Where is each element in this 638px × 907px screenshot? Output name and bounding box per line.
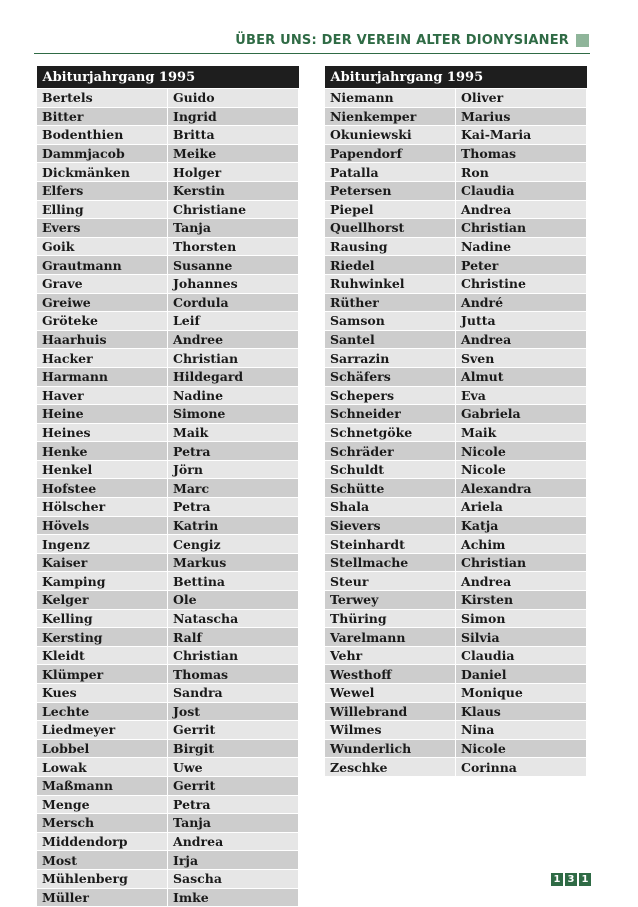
page-number-digit: 3 <box>565 873 577 886</box>
firstname-cell: Bettina <box>168 572 299 591</box>
firstname-cell: Daniel <box>456 665 587 684</box>
firstname-cell: Christian <box>168 646 299 665</box>
table-row <box>37 832 299 851</box>
table-row <box>37 405 299 424</box>
table-row <box>37 739 299 758</box>
firstname-cell: Achim <box>456 535 587 554</box>
surname-cell: Menge <box>37 795 168 814</box>
table-row <box>325 89 587 108</box>
surname-cell: Liedmeyer <box>37 721 168 740</box>
firstname-cell: Maik <box>456 423 587 442</box>
firstname-cell: Andrea <box>456 200 587 219</box>
firstname-cell: Ole <box>168 591 299 610</box>
firstname-cell: Christiane <box>168 200 299 219</box>
header-divider <box>34 53 590 54</box>
table-row <box>37 516 299 535</box>
table-row <box>37 479 299 498</box>
surname-cell: Heines <box>37 423 168 442</box>
firstname-cell: Thorsten <box>168 237 299 256</box>
firstname-cell: Katja <box>456 516 587 535</box>
table-row <box>325 516 587 535</box>
table-row <box>37 795 299 814</box>
table-row <box>325 274 587 293</box>
surname-cell: Kaiser <box>37 553 168 572</box>
surname-cell: Hölscher <box>37 498 168 517</box>
firstname-cell: Ralf <box>168 628 299 647</box>
table-row <box>325 442 587 461</box>
firstname-cell: Ariela <box>456 498 587 517</box>
firstname-cell: Sascha <box>168 869 299 888</box>
table-row <box>325 721 587 740</box>
surname-cell: Varelmann <box>325 628 456 647</box>
firstname-cell: Jutta <box>456 312 587 331</box>
table-row <box>37 256 299 275</box>
surname-cell: Gröteke <box>37 312 168 331</box>
table-header-row <box>325 66 587 89</box>
firstname-cell: Kerstin <box>168 181 299 200</box>
firstname-cell: Peter <box>456 256 587 275</box>
surname-cell: Terwey <box>325 591 456 610</box>
table-row <box>37 89 299 108</box>
firstname-cell: Natascha <box>168 609 299 628</box>
firstname-cell: Sven <box>456 349 587 368</box>
surname-cell: Henke <box>37 442 168 461</box>
surname-cell: Maßmann <box>37 776 168 795</box>
name-table-right <box>324 66 587 777</box>
table-row <box>325 684 587 703</box>
firstname-cell: Maik <box>168 423 299 442</box>
surname-cell: Elfers <box>37 181 168 200</box>
table-row <box>37 107 299 126</box>
firstname-cell: Petra <box>168 795 299 814</box>
table-row <box>325 219 587 238</box>
table-row <box>37 126 299 145</box>
table-row <box>37 498 299 517</box>
surname-cell: Rausing <box>325 237 456 256</box>
firstname-cell: Thomas <box>456 144 587 163</box>
table-row <box>325 758 587 777</box>
surname-cell: Grautmann <box>37 256 168 275</box>
firstname-cell: Petra <box>168 442 299 461</box>
firstname-cell: Simone <box>168 405 299 424</box>
firstname-cell: Ron <box>456 163 587 182</box>
table-row <box>325 349 587 368</box>
firstname-cell: Klaus <box>456 702 587 721</box>
surname-cell: Steinhardt <box>325 535 456 554</box>
surname-cell: Haver <box>37 386 168 405</box>
firstname-cell: Claudia <box>456 646 587 665</box>
surname-cell: Okuniewski <box>325 126 456 145</box>
firstname-cell: Kai-Maria <box>456 126 587 145</box>
surname-cell: Harmann <box>37 367 168 386</box>
table-row <box>37 572 299 591</box>
firstname-cell: Gerrit <box>168 776 299 795</box>
surname-cell: Ruhwinkel <box>325 274 456 293</box>
firstname-cell: Corinna <box>456 758 587 777</box>
firstname-cell: Christine <box>456 274 587 293</box>
firstname-cell: Marc <box>168 479 299 498</box>
firstname-cell: Gerrit <box>168 721 299 740</box>
table-row <box>325 200 587 219</box>
firstname-cell: Claudia <box>456 181 587 200</box>
surname-cell: Patalla <box>325 163 456 182</box>
firstname-cell: Oliver <box>456 89 587 108</box>
surname-cell: Mühlenberg <box>37 869 168 888</box>
table-row <box>325 572 587 591</box>
table-row <box>325 107 587 126</box>
surname-cell: Riedel <box>325 256 456 275</box>
firstname-cell: Eva <box>456 386 587 405</box>
firstname-cell: Britta <box>168 126 299 145</box>
firstname-cell: André <box>456 293 587 312</box>
firstname-cell: Nadine <box>456 237 587 256</box>
surname-cell: Thüring <box>325 609 456 628</box>
table-row <box>37 591 299 610</box>
surname-cell: Middendorp <box>37 832 168 851</box>
surname-cell: Heine <box>37 405 168 424</box>
surname-cell: Wunderlich <box>325 739 456 758</box>
table-title: Abiturjahrgang 1995 <box>37 66 299 89</box>
table-row <box>37 386 299 405</box>
surname-cell: Hövels <box>37 516 168 535</box>
surname-cell: Haarhuis <box>37 330 168 349</box>
surname-cell: Papendorf <box>325 144 456 163</box>
surname-cell: Stellmache <box>325 553 456 572</box>
firstname-cell: Irja <box>168 851 299 870</box>
table-row <box>37 646 299 665</box>
firstname-cell: Cengiz <box>168 535 299 554</box>
surname-cell: Ingenz <box>37 535 168 554</box>
surname-cell: Wewel <box>325 684 456 703</box>
table-row <box>325 739 587 758</box>
firstname-cell: Jörn <box>168 460 299 479</box>
surname-cell: Wilmes <box>325 721 456 740</box>
table-row <box>325 423 587 442</box>
table-row <box>37 460 299 479</box>
firstname-cell: Andrea <box>456 572 587 591</box>
page-header <box>0 30 589 50</box>
firstname-cell: Almut <box>456 367 587 386</box>
firstname-cell: Andrea <box>168 832 299 851</box>
surname-cell: Hacker <box>37 349 168 368</box>
firstname-cell: Jost <box>168 702 299 721</box>
table-row <box>37 609 299 628</box>
table-row <box>325 702 587 721</box>
table-row <box>37 758 299 777</box>
table-row <box>37 293 299 312</box>
firstname-cell: Nicole <box>456 460 587 479</box>
surname-cell: Hofstee <box>37 479 168 498</box>
table-row <box>37 312 299 331</box>
page-title: ÜBER UNS: DER VEREIN ALTER DIONYSIANER <box>235 32 569 48</box>
table-row <box>325 237 587 256</box>
page-number-digit: 1 <box>579 873 591 886</box>
table-row <box>325 646 587 665</box>
table-row <box>325 628 587 647</box>
table-row <box>37 684 299 703</box>
firstname-cell: Christian <box>456 553 587 572</box>
surname-cell: Bodenthien <box>37 126 168 145</box>
firstname-cell: Thomas <box>168 665 299 684</box>
table-row <box>37 274 299 293</box>
surname-cell: Santel <box>325 330 456 349</box>
surname-cell: Nienkemper <box>325 107 456 126</box>
firstname-cell: Nina <box>456 721 587 740</box>
surname-cell: Henkel <box>37 460 168 479</box>
firstname-cell: Kirsten <box>456 591 587 610</box>
firstname-cell: Alexandra <box>456 479 587 498</box>
table-row <box>325 535 587 554</box>
surname-cell: Most <box>37 851 168 870</box>
firstname-cell: Holger <box>168 163 299 182</box>
table-body <box>37 89 299 907</box>
firstname-cell: Monique <box>456 684 587 703</box>
surname-cell: Klümper <box>37 665 168 684</box>
surname-cell: Elling <box>37 200 168 219</box>
table-row <box>325 460 587 479</box>
surname-cell: Kues <box>37 684 168 703</box>
header-square-marker <box>576 34 589 47</box>
firstname-cell: Guido <box>168 89 299 108</box>
table-row <box>325 498 587 517</box>
firstname-cell: Sandra <box>168 684 299 703</box>
table-row <box>325 256 587 275</box>
table-row <box>37 702 299 721</box>
surname-cell: Schräder <box>325 442 456 461</box>
surname-cell: Goik <box>37 237 168 256</box>
surname-cell: Lechte <box>37 702 168 721</box>
table-row <box>37 442 299 461</box>
table-title: Abiturjahrgang 1995 <box>325 66 587 89</box>
table-row <box>37 776 299 795</box>
surname-cell: Dickmänken <box>37 163 168 182</box>
firstname-cell: Marius <box>456 107 587 126</box>
table-row <box>37 181 299 200</box>
table-row <box>37 851 299 870</box>
surname-cell: Vehr <box>325 646 456 665</box>
table-row <box>37 553 299 572</box>
table-row <box>325 609 587 628</box>
surname-cell: Evers <box>37 219 168 238</box>
table-row <box>37 163 299 182</box>
table-row <box>325 126 587 145</box>
table-row <box>325 330 587 349</box>
table-row <box>325 479 587 498</box>
surname-cell: Schnetgöke <box>325 423 456 442</box>
name-table-left <box>36 66 299 907</box>
surname-cell: Grave <box>37 274 168 293</box>
surname-cell: Steur <box>325 572 456 591</box>
table-row <box>325 553 587 572</box>
surname-cell: Zeschke <box>325 758 456 777</box>
firstname-cell: Tanja <box>168 814 299 833</box>
surname-cell: Dammjacob <box>37 144 168 163</box>
table-row <box>325 665 587 684</box>
table-row <box>325 591 587 610</box>
surname-cell: Greiwe <box>37 293 168 312</box>
firstname-cell: Birgit <box>168 739 299 758</box>
surname-cell: Quellhorst <box>325 219 456 238</box>
firstname-cell: Cordula <box>168 293 299 312</box>
surname-cell: Kelling <box>37 609 168 628</box>
page-number-digit: 1 <box>551 873 563 886</box>
surname-cell: Lowak <box>37 758 168 777</box>
table-row <box>325 293 587 312</box>
table-row <box>37 535 299 554</box>
surname-cell: Kamping <box>37 572 168 591</box>
firstname-cell: Nadine <box>168 386 299 405</box>
firstname-cell: Hildegard <box>168 367 299 386</box>
surname-cell: Samson <box>325 312 456 331</box>
surname-cell: Schepers <box>325 386 456 405</box>
firstname-cell: Susanne <box>168 256 299 275</box>
surname-cell: Piepel <box>325 200 456 219</box>
firstname-cell: Andrea <box>456 330 587 349</box>
firstname-cell: Silvia <box>456 628 587 647</box>
surname-cell: Schuldt <box>325 460 456 479</box>
firstname-cell: Imke <box>168 888 299 907</box>
table-header-row <box>37 66 299 89</box>
surname-cell: Bertels <box>37 89 168 108</box>
surname-cell: Sievers <box>325 516 456 535</box>
firstname-cell: Katrin <box>168 516 299 535</box>
firstname-cell: Christian <box>168 349 299 368</box>
surname-cell: Sarrazin <box>325 349 456 368</box>
table-row <box>37 888 299 907</box>
surname-cell: Kelger <box>37 591 168 610</box>
firstname-cell: Tanja <box>168 219 299 238</box>
table-row <box>325 181 587 200</box>
surname-cell: Kleidt <box>37 646 168 665</box>
firstname-cell: Uwe <box>168 758 299 777</box>
table-row <box>325 386 587 405</box>
firstname-cell: Petra <box>168 498 299 517</box>
firstname-cell: Gabriela <box>456 405 587 424</box>
table-row <box>325 144 587 163</box>
surname-cell: Niemann <box>325 89 456 108</box>
table-row <box>37 721 299 740</box>
table-row <box>37 237 299 256</box>
surname-cell: Schäfers <box>325 367 456 386</box>
page-number <box>551 873 591 886</box>
table-row <box>37 349 299 368</box>
firstname-cell: Christian <box>456 219 587 238</box>
firstname-cell: Leif <box>168 312 299 331</box>
firstname-cell: Andree <box>168 330 299 349</box>
table-row <box>37 144 299 163</box>
surname-cell: Westhoff <box>325 665 456 684</box>
surname-cell: Lobbel <box>37 739 168 758</box>
table-row <box>325 312 587 331</box>
table-row <box>325 367 587 386</box>
table-row <box>37 628 299 647</box>
table-row <box>37 367 299 386</box>
table-row <box>37 665 299 684</box>
surname-cell: Shala <box>325 498 456 517</box>
table-row <box>37 423 299 442</box>
surname-cell: Schütte <box>325 479 456 498</box>
surname-cell: Kersting <box>37 628 168 647</box>
firstname-cell: Nicole <box>456 739 587 758</box>
table-row <box>325 405 587 424</box>
table-row <box>37 330 299 349</box>
table-row <box>37 219 299 238</box>
surname-cell: Mersch <box>37 814 168 833</box>
surname-cell: Schneider <box>325 405 456 424</box>
table-row <box>37 814 299 833</box>
firstname-cell: Ingrid <box>168 107 299 126</box>
firstname-cell: Meike <box>168 144 299 163</box>
surname-cell: Petersen <box>325 181 456 200</box>
surname-cell: Bitter <box>37 107 168 126</box>
firstname-cell: Markus <box>168 553 299 572</box>
firstname-cell: Nicole <box>456 442 587 461</box>
table-body <box>325 89 587 777</box>
surname-cell: Müller <box>37 888 168 907</box>
table-row <box>37 869 299 888</box>
table-row <box>325 163 587 182</box>
surname-cell: Rüther <box>325 293 456 312</box>
table-row <box>37 200 299 219</box>
firstname-cell: Johannes <box>168 274 299 293</box>
firstname-cell: Simon <box>456 609 587 628</box>
surname-cell: Willebrand <box>325 702 456 721</box>
